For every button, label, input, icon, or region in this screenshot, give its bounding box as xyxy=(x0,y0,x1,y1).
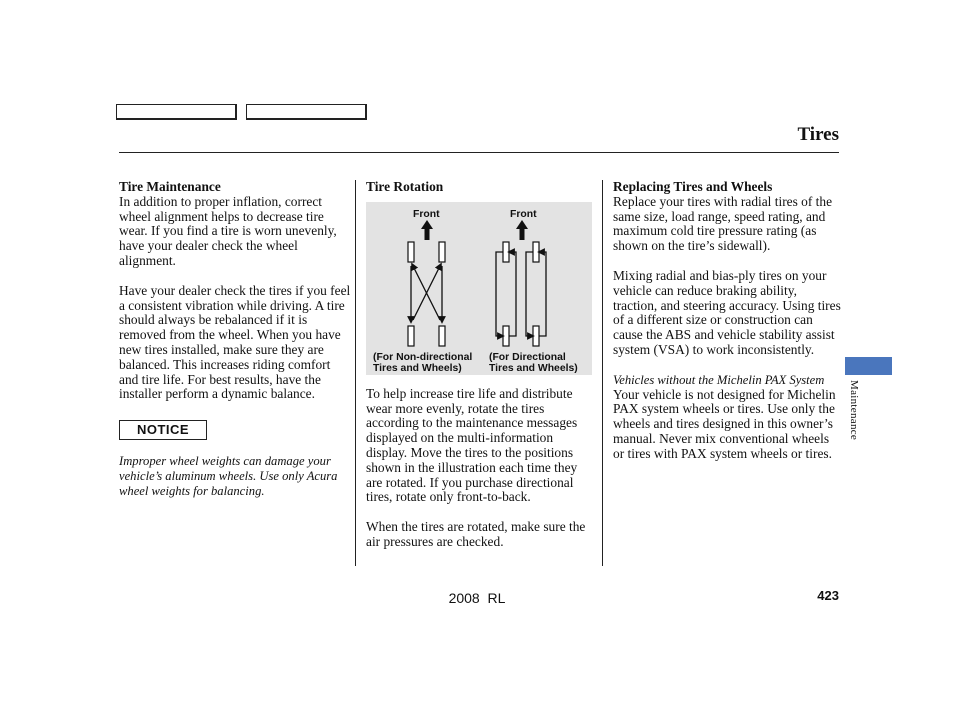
column-replacing-tires xyxy=(613,180,843,462)
page-number: 423 xyxy=(817,588,839,603)
section-heading: Tire Rotation xyxy=(366,179,444,194)
subheading: Vehicles without the Michelin PAX System xyxy=(613,372,825,387)
paragraph: To help increase tire life and distribute wear more evenly, rotate the tires according to the maintenance messages displayed on the multi-information display. Move the tires to the positions shown in the illustration each time they are rotated. If you purchase directional tires, rotate only front-to-back. xyxy=(366,385,578,505)
notice-text: Improper wheel weights can damage your vehicle’s aluminum wheels. Use only Acura wheel weights for balancing. xyxy=(119,454,338,498)
rotation-lines-left xyxy=(411,266,442,320)
section-tab-marker[interactable] xyxy=(845,357,892,375)
paragraph: In addition to proper inflation, correct wheel alignment helps to decrease tire wear. If you find a tire is worn unevenly, have your dealer check the wheel alignment. xyxy=(119,193,337,268)
tire-icons-right xyxy=(503,242,539,346)
paragraph: Replace your tires with radial tires of the same size, load range, speed rating, and maximum cold tire pressure rating (as shown on the tire’s sidewall). xyxy=(613,193,833,254)
section-heading: Tire Maintenance xyxy=(119,179,221,194)
paragraph: Have your dealer check the tires if you feel a consistent vibration while driving. A tire should always be rebalanced if it is removed from the wheel. When you have new tires installed, make sure they are balanced. This increases riding comfort and tire life. For best results, have the installer perform a dynamic balance. xyxy=(119,282,351,402)
paragraph: Your vehicle is not designed for Michelin PAX system wheels or tires. Use only the wheels and tires designed in this owner’s manual. Never mix conventional wheels or tires with PAX system wheels or tires. xyxy=(613,386,836,461)
front-label-right: Front xyxy=(510,208,537,220)
column-divider-2 xyxy=(602,180,603,566)
paragraph: When the tires are rotated, make sure the air pressures are checked. xyxy=(366,519,586,549)
nav-button-next[interactable] xyxy=(246,104,367,120)
column-tire-maintenance xyxy=(119,180,351,499)
section-heading: Replacing Tires and Wheels xyxy=(613,179,773,194)
notice-badge: NOTICE xyxy=(119,420,207,440)
rotation-arrows-graphic xyxy=(366,202,592,375)
paragraph: Mixing radial and bias-ply tires on your vehicle can reduce braking ability, traction, and steering accuracy. Using tires of a different size or construction can cause the ABS and vehicle stability assist system (VSA) to work inconsistently. xyxy=(613,267,841,357)
caption-directional: (For Directional Tires and Wheels) xyxy=(489,351,578,374)
column-tire-rotation xyxy=(366,180,594,550)
section-tab-label: Maintenance xyxy=(848,380,860,441)
column-divider-1 xyxy=(355,180,356,566)
footer-model: 2008 RL xyxy=(448,590,506,606)
page-title: Tires xyxy=(797,124,839,145)
rotation-lines-right xyxy=(496,252,546,336)
tire-rotation-diagram xyxy=(366,202,592,375)
front-label-left: Front xyxy=(413,208,440,220)
caption-non-directional: (For Non-directional Tires and Wheels) xyxy=(373,351,473,374)
nav-button-prev[interactable] xyxy=(116,104,237,120)
front-arrow-icon xyxy=(421,220,433,240)
front-arrow-icon xyxy=(516,220,528,240)
title-divider xyxy=(119,152,839,153)
